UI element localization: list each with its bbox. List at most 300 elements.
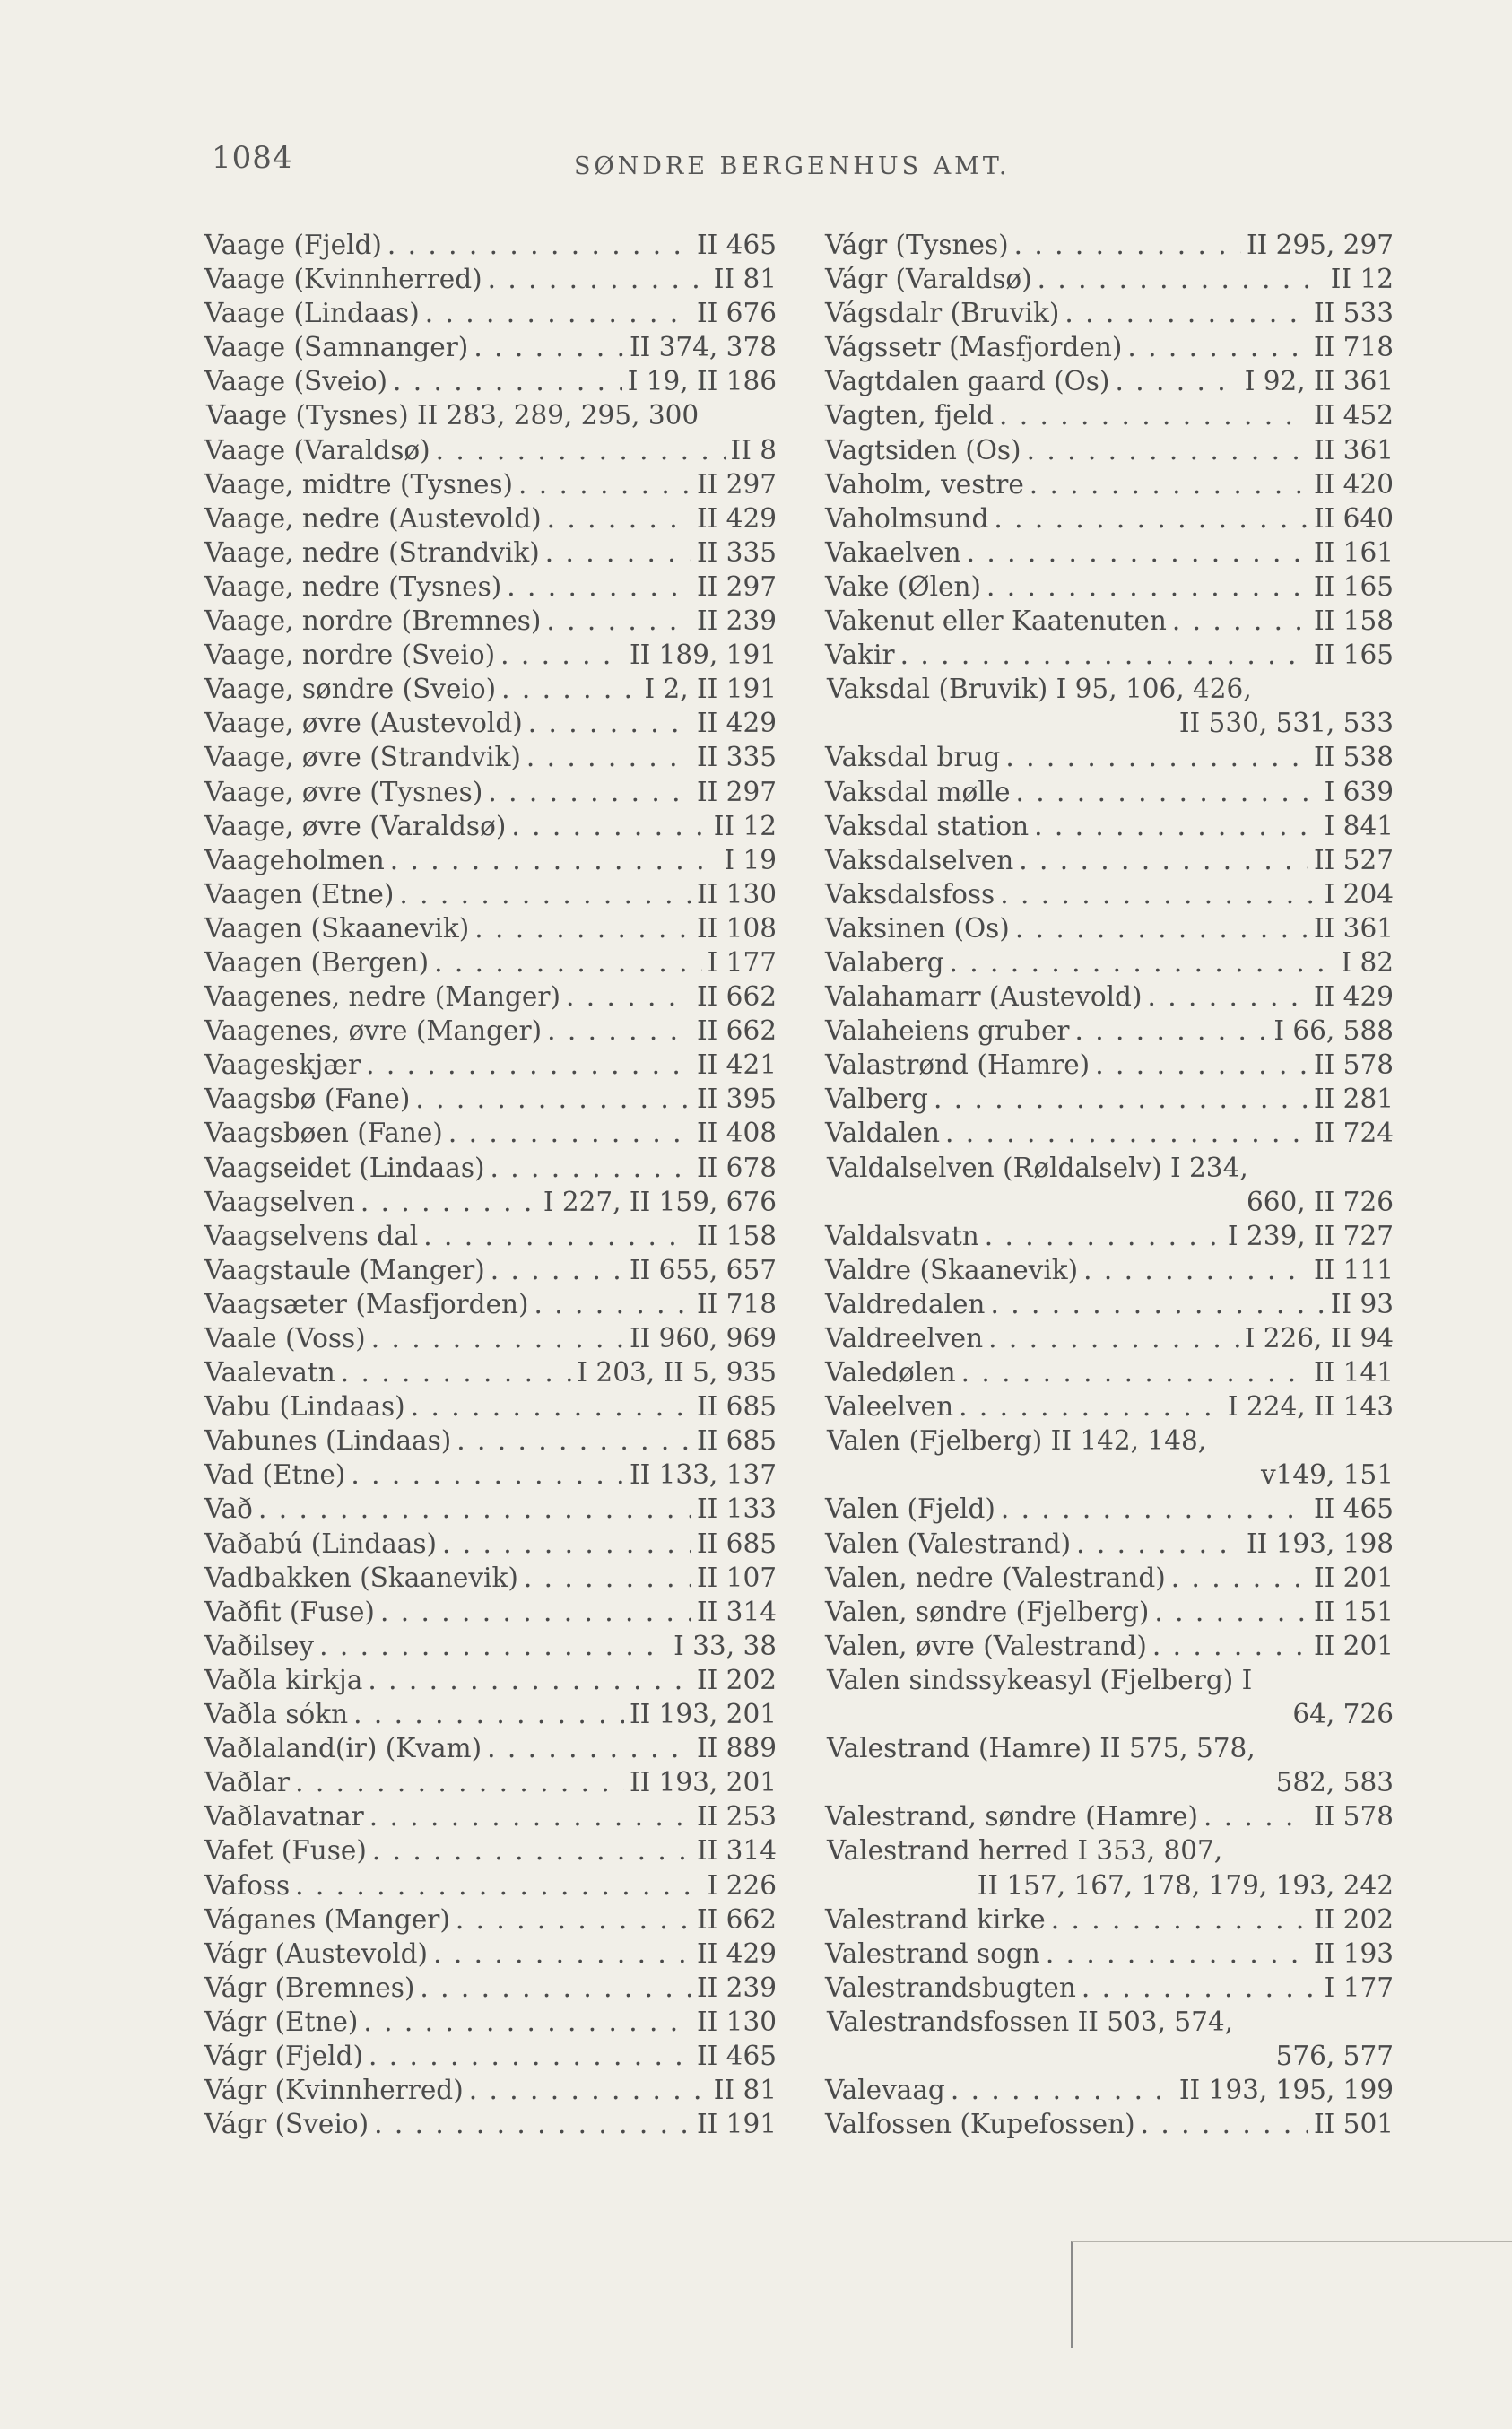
- entry-reference: II 12: [1330, 264, 1394, 295]
- entry-name: Vaagen (Bergen): [204, 946, 430, 978]
- index-entry: [204, 979, 777, 1014]
- entry-name: Vaage, midtre (Tysnes): [204, 468, 514, 500]
- entry-name: Valeelven: [825, 1391, 954, 1423]
- index-column-left: [204, 228, 777, 2141]
- index-entry-line: [204, 262, 777, 296]
- dot-leader: [488, 775, 691, 809]
- index-entry-line: [204, 1219, 777, 1253]
- entry-name: Vaðabú (Lindaas): [204, 1528, 438, 1559]
- entry-reference: I 19, II 186: [627, 366, 777, 397]
- index-entry-line: [204, 809, 777, 843]
- index-entry-line: [204, 672, 777, 706]
- dot-leader: [988, 1321, 1239, 1355]
- entry-reference: II 314: [697, 1835, 777, 1867]
- index-entry: [825, 1492, 1394, 1526]
- dot-leader: [1027, 433, 1308, 467]
- index-entry: [825, 740, 1394, 774]
- dot-leader: [1115, 364, 1238, 398]
- entry-name: Vaage (Tysnes) II 283, 289, 295, 300: [206, 400, 700, 431]
- dot-leader: [491, 1253, 624, 1287]
- index-entry: [825, 433, 1394, 467]
- entry-name: Vaagselvens dal: [204, 1220, 419, 1251]
- entry-name: Vafoss: [204, 1869, 291, 1901]
- index-entry-line: [204, 2039, 777, 2073]
- index-entry-line: [204, 1082, 777, 1116]
- index-entry-line: [825, 877, 1394, 911]
- entry-name: Vágssetr (Masfjorden): [825, 332, 1123, 363]
- index-entry: [825, 1902, 1394, 1937]
- entry-reference: II 8: [730, 434, 777, 466]
- dot-leader: [986, 570, 1308, 604]
- index-entry-line: [825, 1527, 1394, 1561]
- entry-reference: II 297: [697, 776, 777, 807]
- index-entry-line: [825, 843, 1394, 877]
- entry-name: Vaage, øvre (Tysnes): [204, 776, 483, 807]
- dot-leader: [950, 945, 1336, 979]
- index-entry-line: [825, 1082, 1394, 1116]
- dot-leader: [369, 1799, 691, 1833]
- dot-leader: [1095, 1048, 1308, 1082]
- entry-name: Vaðlar: [204, 1767, 291, 1798]
- index-entry-line: [825, 1902, 1394, 1937]
- dot-leader: [900, 638, 1308, 672]
- index-entry-line: [204, 1697, 777, 1731]
- index-entry-line: [204, 775, 777, 809]
- index-entry: [204, 1389, 777, 1423]
- dot-leader: [374, 2107, 691, 2141]
- page-header: [0, 140, 1512, 185]
- index-entry-line: [204, 945, 777, 979]
- entry-name: Valestrand kirke: [825, 1903, 1046, 1935]
- entry-reference: II 239: [697, 605, 777, 637]
- entry-name: Vaksdalselven: [825, 844, 1014, 875]
- index-entry-line: [825, 672, 1394, 706]
- entry-name: Valestrand herred I 353, 807,: [827, 1835, 1223, 1867]
- dot-leader: [999, 398, 1308, 432]
- entry-reference: II 429: [697, 708, 777, 739]
- index-entry: [825, 570, 1394, 604]
- entry-reference: II 133, 137: [629, 1459, 777, 1491]
- entry-name: Vafet (Fuse): [204, 1835, 367, 1867]
- index-entry-line: [204, 501, 777, 535]
- index-entry-line: [204, 1048, 777, 1082]
- index-entry: [204, 1971, 777, 2005]
- index-entry: [204, 1355, 777, 1389]
- index-entry: [825, 1799, 1394, 1833]
- dot-leader: [380, 1595, 691, 1629]
- index-entry: [825, 1082, 1394, 1116]
- index-entry-line: [825, 911, 1394, 945]
- dot-leader: [1038, 262, 1325, 296]
- index-entry: [204, 433, 777, 467]
- index-entry-line: [204, 1185, 777, 1219]
- index-entry-line: [204, 1492, 777, 1526]
- dot-leader: [534, 1287, 691, 1321]
- entry-reference: II 578: [1314, 1049, 1394, 1081]
- entry-reference: II 151: [1314, 1596, 1394, 1627]
- index-entry: [204, 1765, 777, 1799]
- index-entry: [825, 843, 1394, 877]
- entry-name: Valestrandsfossen II 503, 574,: [827, 2006, 1234, 2037]
- entry-name: Vágr (Sveio): [204, 2109, 369, 2140]
- dot-leader: [491, 1151, 691, 1185]
- index-entry: [825, 945, 1394, 979]
- index-entry: [204, 1253, 777, 1287]
- entry-name: Vaðla kirkja: [204, 1664, 363, 1695]
- index-entry-line: [825, 1731, 1394, 1765]
- entry-reference: II 130: [697, 878, 777, 910]
- entry-name: Vabu (Lindaas): [204, 1391, 405, 1423]
- entry-reference: II 724: [1314, 1118, 1394, 1149]
- entry-name: Vaage (Lindaas): [204, 298, 420, 329]
- index-entry: [825, 809, 1394, 843]
- index-entry: [204, 672, 777, 706]
- dot-leader: [456, 1423, 691, 1458]
- index-entry-line: [204, 1731, 777, 1765]
- index-entry-line: [825, 1321, 1394, 1355]
- entry-reference: I 92, II 361: [1244, 366, 1394, 397]
- dot-leader: [448, 1116, 691, 1150]
- index-entry-line: [204, 1765, 777, 1799]
- index-entry: [204, 638, 777, 672]
- index-entry-line: [204, 364, 777, 398]
- entry-reference: II 465: [1314, 1493, 1394, 1525]
- entry-reference: II 421: [697, 1049, 777, 1081]
- index-entry: [204, 1629, 777, 1663]
- index-entry: [204, 1219, 777, 1253]
- index-entry-line: [825, 1014, 1394, 1048]
- dot-leader: [1127, 330, 1308, 364]
- entry-name: Vaage, nordre (Bremnes): [204, 605, 542, 637]
- index-entry: [204, 1048, 777, 1082]
- entry-reference: II 335: [697, 742, 777, 773]
- index-entry: [825, 228, 1394, 262]
- index-entry: [204, 1423, 777, 1458]
- index-entry-line: [825, 945, 1394, 979]
- entry-reference: II 12: [713, 810, 777, 841]
- entry-reference: II 297: [697, 468, 777, 500]
- index-entry-line: [204, 228, 777, 262]
- dot-leader: [1152, 1629, 1308, 1663]
- entry-reference: II 193, 195, 199: [1178, 2075, 1394, 2106]
- index-entry: [825, 1116, 1394, 1150]
- entry-name: Vaale (Voss): [204, 1323, 366, 1354]
- index-entry: [825, 1663, 1394, 1731]
- entry-reference: II 202: [1314, 1903, 1394, 1935]
- index-entry: [825, 1527, 1394, 1561]
- dot-leader: [545, 535, 691, 570]
- index-entry-line: [825, 1048, 1394, 1082]
- dot-leader: [369, 2039, 691, 2073]
- entry-name: Vaðlaland(ir) (Kvam): [204, 1733, 482, 1764]
- dot-leader: [295, 1868, 702, 1902]
- page-corner-mark: [1071, 2241, 1512, 2348]
- index-entry: [204, 1116, 777, 1150]
- index-entry: [204, 2005, 777, 2039]
- entry-name: Valedølen: [825, 1357, 956, 1389]
- entry-name: Vaage (Varaldsø): [204, 434, 430, 466]
- index-entry: [204, 330, 777, 364]
- entry-name: Vaage (Sveio): [204, 366, 388, 397]
- index-entry-line: [825, 604, 1394, 638]
- entry-name: Vaage (Fjeld): [204, 230, 382, 260]
- index-entry-line: [204, 1902, 777, 1937]
- index-entry: [204, 1527, 777, 1561]
- dot-leader: [500, 638, 624, 672]
- entry-reference: I 177: [1324, 1972, 1394, 2003]
- dot-leader: [526, 740, 691, 774]
- entry-name: Vaage (Samnanger): [204, 332, 469, 363]
- dot-leader: [420, 1971, 691, 2005]
- dot-leader: [1016, 775, 1319, 809]
- index-entry: [204, 1902, 777, 1937]
- index-entry-line: [204, 433, 777, 467]
- index-entry-line: [204, 843, 777, 877]
- entry-continuation: II 530, 531, 533: [1178, 708, 1394, 739]
- dot-leader: [547, 501, 691, 535]
- index-entry-line: [204, 1937, 777, 1971]
- dot-leader: [547, 1014, 691, 1048]
- entry-name: Vaage, øvre (Strandvik): [204, 742, 521, 773]
- dot-leader: [1034, 809, 1319, 843]
- entry-name: Vaholm, vestre: [825, 468, 1024, 500]
- dot-leader: [1141, 2107, 1308, 2141]
- entry-name: Valberg: [825, 1084, 928, 1115]
- entry-name: Vágr (Tysnes): [825, 230, 1009, 260]
- entry-reference: I 639: [1324, 776, 1394, 807]
- dot-leader: [1030, 467, 1308, 501]
- index-entry-line: [825, 1219, 1394, 1253]
- index-entry: [204, 775, 777, 809]
- dot-leader: [390, 843, 719, 877]
- entry-reference: II 408: [697, 1118, 777, 1149]
- entry-reference: II 718: [1314, 332, 1394, 363]
- index-entry-line: [204, 877, 777, 911]
- index-entry-line: [825, 1492, 1394, 1526]
- dot-leader: [1083, 1253, 1308, 1287]
- index-entry: [204, 1595, 777, 1629]
- index-entry: [204, 535, 777, 570]
- index-entry-line: [825, 1151, 1394, 1185]
- index-entry: [825, 1561, 1394, 1595]
- dot-leader: [351, 1458, 624, 1492]
- dot-leader: [372, 1833, 691, 1867]
- index-entry: [204, 467, 777, 501]
- index-entry: [204, 740, 777, 774]
- dot-leader: [442, 1527, 691, 1561]
- dot-leader: [1015, 911, 1308, 945]
- index-entry: [825, 398, 1394, 432]
- index-entry-line: [204, 1014, 777, 1048]
- entry-name: Vaagenes, øvre (Manger): [204, 1015, 543, 1047]
- index-entry: [825, 1833, 1394, 1902]
- entry-reference: II 193: [1314, 1937, 1394, 1969]
- entry-name: Vake (Ølen): [825, 570, 981, 602]
- dot-leader: [433, 1937, 691, 1971]
- entry-reference: II 161: [1314, 536, 1394, 568]
- entry-reference: II 81: [713, 2075, 777, 2106]
- entry-reference: II 158: [697, 1220, 777, 1251]
- entry-reference: II 501: [1314, 2109, 1394, 2140]
- entry-reference: II 158: [1314, 605, 1394, 637]
- index-entry-line: [825, 228, 1394, 262]
- dot-leader: [1001, 1492, 1308, 1526]
- entry-reference: II 202: [697, 1664, 777, 1695]
- index-entry: [204, 1492, 777, 1526]
- entry-name: Vaðla sókn: [204, 1699, 349, 1730]
- entry-reference: II 130: [697, 2006, 777, 2037]
- dot-leader: [393, 364, 622, 398]
- index-entry: [825, 1629, 1394, 1663]
- index-entry: [204, 228, 777, 262]
- dot-leader: [371, 1321, 624, 1355]
- entry-reference: II 165: [1314, 570, 1394, 602]
- entry-name: Vágr (Varaldsø): [825, 264, 1032, 295]
- dot-leader: [951, 2073, 1174, 2107]
- entry-continuation: 660, II 726: [1246, 1186, 1394, 1217]
- entry-reference: II 662: [697, 1015, 777, 1047]
- dot-leader: [387, 228, 691, 262]
- index-entry-line: [825, 775, 1394, 809]
- entry-name: Valestrand, søndre (Hamre): [825, 1801, 1198, 1833]
- index-entry-line: [825, 2073, 1394, 2107]
- entry-reference: II 465: [697, 230, 777, 260]
- dot-leader: [423, 1219, 691, 1253]
- dot-leader: [961, 1355, 1308, 1389]
- entry-reference: I 224, II 143: [1227, 1391, 1394, 1423]
- index-entry-line: [204, 706, 777, 740]
- entry-reference: II 133: [697, 1493, 777, 1525]
- index-entry-line: [204, 1868, 777, 1902]
- index-entry: [825, 1389, 1394, 1423]
- entry-continuation: 576, 577: [1275, 2040, 1394, 2071]
- entry-name: Vaksdal brug: [825, 742, 1001, 773]
- entry-reference: II 685: [697, 1391, 777, 1423]
- entry-reference: II 335: [697, 536, 777, 568]
- entry-name: Vágr (Austevold): [204, 1937, 429, 1969]
- index-entry-line: [204, 1151, 777, 1185]
- entry-reference: II 201: [1314, 1562, 1394, 1593]
- dot-leader: [566, 979, 691, 1014]
- dot-leader: [436, 433, 726, 467]
- index-entry-line: [825, 364, 1394, 398]
- entry-name: Vaage, nedre (Tysnes): [204, 570, 502, 602]
- entry-reference: II 361: [1314, 912, 1394, 944]
- entry-name: Valestrand sogn: [825, 1937, 1040, 1969]
- index-entry: [204, 2039, 777, 2073]
- entry-name: Vaðlavatnar: [204, 1801, 364, 1833]
- entry-reference: II 655, 657: [629, 1254, 777, 1285]
- dot-leader: [985, 1219, 1222, 1253]
- index-entry-line: [825, 1423, 1394, 1458]
- dot-leader: [425, 296, 691, 330]
- index-entry-line: [204, 1287, 777, 1321]
- index-entry-line: [204, 1116, 777, 1150]
- entry-reference: I 82: [1341, 946, 1394, 978]
- index-column-right: [825, 228, 1394, 2141]
- dot-leader: [934, 1082, 1308, 1116]
- entry-name: Valen (Valestrand): [825, 1528, 1072, 1559]
- index-entry-line: [825, 1355, 1394, 1389]
- entry-name: Vaðfit (Fuse): [204, 1596, 375, 1627]
- index-entry-line: [825, 1287, 1394, 1321]
- index-entry-line: [204, 1389, 777, 1423]
- dot-leader: [258, 1492, 691, 1526]
- index-entry: [825, 1048, 1394, 1082]
- entry-reference: II 429: [697, 502, 777, 534]
- dot-leader: [1019, 843, 1308, 877]
- dot-leader: [524, 1561, 691, 1595]
- index-entry-line: [204, 1629, 777, 1663]
- dot-leader: [1171, 1561, 1308, 1595]
- entry-name: Vaagselven: [204, 1186, 355, 1217]
- index-entry: [825, 638, 1394, 672]
- dot-leader: [990, 1287, 1325, 1321]
- dot-leader: [1005, 740, 1308, 774]
- dot-leader: [399, 877, 691, 911]
- entry-continuation: v149, 151: [1260, 1459, 1394, 1491]
- entry-name: Vaagsbø (Fane): [204, 1084, 411, 1115]
- entry-name: Vaksdal mølle: [825, 776, 1011, 807]
- index-entry-line: [204, 398, 777, 432]
- dot-leader: [474, 330, 624, 364]
- entry-name: Valdredalen: [825, 1288, 986, 1319]
- entry-reference: I 841: [1324, 810, 1394, 841]
- index-entry-line: [204, 2005, 777, 2039]
- entry-reference: II 361: [1314, 434, 1394, 466]
- entry-reference: II 239: [697, 1972, 777, 2003]
- index-entry: [825, 672, 1394, 740]
- dot-leader: [945, 1116, 1308, 1150]
- entry-name: Valestrandsbugten: [825, 1972, 1076, 2003]
- index-entry: [204, 364, 777, 398]
- entry-name: Vakir: [825, 640, 895, 671]
- index-entry: [204, 501, 777, 535]
- dot-leader: [1076, 1527, 1241, 1561]
- index-entry: [204, 1151, 777, 1185]
- index-entry-line: [825, 2005, 1394, 2039]
- entry-reference: II 295, 297: [1246, 230, 1394, 260]
- entry-reference: II 93: [1330, 1288, 1394, 1319]
- dot-leader: [1154, 1595, 1308, 1629]
- entry-name: Valen, nedre (Valestrand): [825, 1562, 1166, 1593]
- index-entry: [825, 2073, 1394, 2107]
- index-entry: [204, 1458, 777, 1492]
- index-entry: [204, 262, 777, 296]
- index-entry: [204, 706, 777, 740]
- entry-reference: II 685: [697, 1425, 777, 1457]
- index-entry-line: [825, 638, 1394, 672]
- index-entry-line: [825, 809, 1394, 843]
- index-entry-line: [204, 1799, 777, 1833]
- entry-reference: I 239, II 727: [1227, 1220, 1394, 1251]
- index-entry: [204, 911, 777, 945]
- index-entry-line: [204, 330, 777, 364]
- index-entry: [204, 296, 777, 330]
- entry-name: Valfossen (Kupefossen): [825, 2109, 1135, 2140]
- index-entry: [825, 604, 1394, 638]
- entry-name: Vaage, søndre (Sveio): [204, 674, 497, 705]
- entry-name: Valen (Fjelberg) II 142, 148,: [827, 1425, 1207, 1457]
- entry-reference: II 578: [1314, 1801, 1394, 1833]
- entry-name: Vadbakken (Skaanevik): [204, 1562, 518, 1593]
- entry-name: Valdreelven: [825, 1323, 984, 1354]
- dot-leader: [967, 535, 1308, 570]
- entry-name: Vaagsbøen (Fane): [204, 1118, 443, 1149]
- entry-name: Valevaag: [825, 2075, 945, 2106]
- dot-leader: [295, 1765, 624, 1799]
- entry-name: Valaberg: [825, 946, 944, 978]
